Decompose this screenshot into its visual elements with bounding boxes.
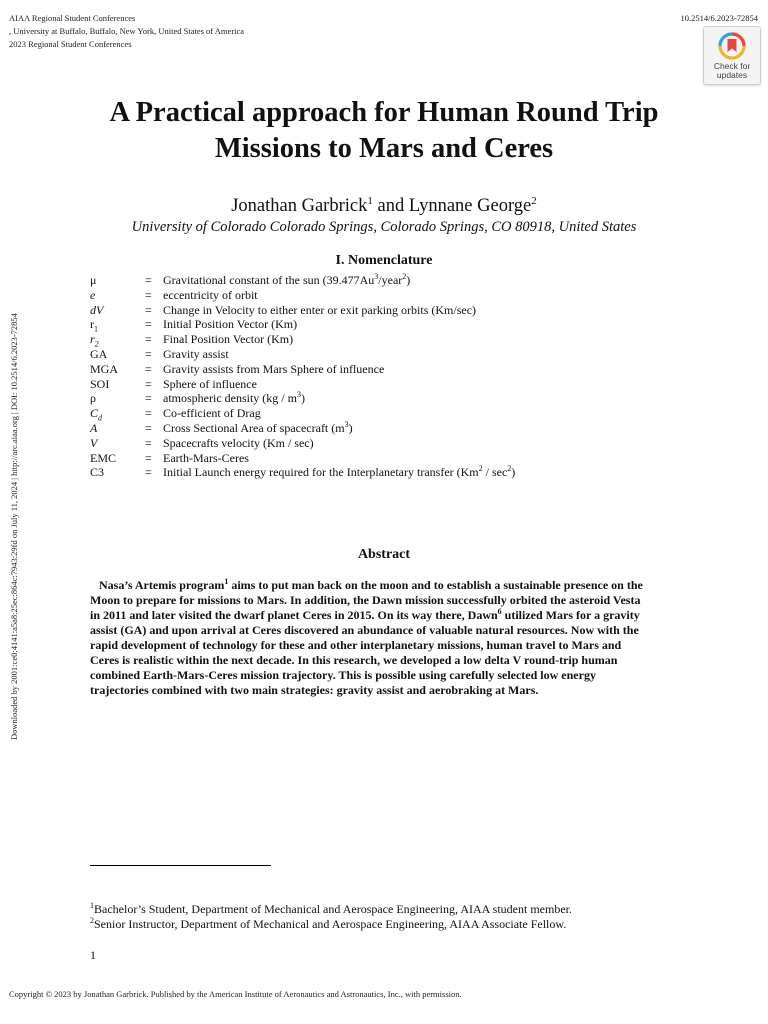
abstract-line: Moon to prepare for missions to Mars. In addition, the Dawn mission successfully orbited the asteroid Vesta [90,593,641,607]
equals-sign: = [145,287,152,302]
badge-line-2: updates [716,70,748,80]
nomenclature-symbol: SOI [90,376,110,391]
nomenclature-definition: Gravity assists from Mars Sphere of influence [163,361,385,376]
abstract-line: trajectories combined with two main strategies: gravity assist and aerobraking at Mars. [90,683,539,697]
abstract-line: assist (GA) and upon arrival at Ceres discovered an abundance of valuable natural resources. Now with the [90,623,639,637]
check-for-updates-button[interactable] [703,26,761,85]
nomenclature-definition: Initial Launch energy required for the Interplanetary transfer $(Km^2 / \sec^2)$ [163,464,516,480]
paper-title [60,95,708,167]
conference-location: , University at Buffalo, Buffalo, New York, United States of America [9,26,245,36]
equals-sign: = [145,273,152,287]
title-line-1: A Practical approach for Human Round Trip [109,97,659,128]
conference-name: AIAA Regional Student Conferences [9,13,136,23]
equals-sign: = [145,406,152,421]
nomenclature-symbol: V [90,435,98,450]
bookmark-ring-icon [717,31,747,61]
equals-sign: = [145,361,152,376]
nomenclature-definition: Initial Position Vector (Km) [163,317,298,332]
download-watermark: Downloaded by 2001:ce0:4141:a5a8:25ec:864c:7943:29fd on July 11, 2024 | http://arc.aiaa.org | DOI: 10.2514/6.2023-72854 [9,313,19,740]
nomenclature-symbol: GA [90,346,108,361]
abstract-line: rapid development of technology for these and other interplanetary missions, human travel to Mars and [90,638,622,652]
author-2: and Lynnane George [377,196,532,216]
badge-line-1: Check for [713,61,751,71]
nomenclature-definition: atmospheric density $(kg / m^3)$ [163,390,305,406]
footnote-2: $^2$Senior Instructor, Department of Mechanical and Aerospace Engineering, AIAA Associate Fellow. [90,916,567,931]
nomenclature-symbol: e [90,287,96,302]
equals-sign: = [145,420,152,435]
equals-sign: = [145,317,152,332]
equals-sign: = [145,376,152,391]
nomenclature-definition: Earth-Mars-Ceres [163,450,249,465]
abstract-body [90,578,674,698]
equals-sign: = [145,450,152,465]
nomenclature-definition: Gravity assist [163,346,229,361]
equals-sign: = [145,465,152,480]
nomenclature-definition: Sphere of influence [163,376,257,391]
nomenclature-symbol: $r_2$ [90,332,99,349]
nomenclature-definition: eccentricity of orbit [163,287,258,302]
nomenclature-heading: I. Nomenclature [335,253,433,268]
nomenclature-symbol: dV [90,302,104,317]
copyright-notice: Copyright © 2023 by Jonathan Garbrick. Published by the American Institute of Aeronautics and Astronautics, Inc., with permission. [9,989,462,999]
equals-sign: = [145,332,152,347]
author-1: Jonathan Garbrick [231,196,368,216]
abstract-heading: Abstract [357,547,411,562]
equals-sign: = [145,346,152,361]
equals-sign: = [145,391,152,406]
nomenclature-definition: Change in Velocity to either enter or exit parking orbits (Km/sec) [163,302,477,317]
author-line [0,196,768,217]
doi-label: 10.2514/6.2023-72854 [680,13,758,23]
title-line-2: Missions to Mars and Ceres [214,133,554,164]
conference-edition: 2023 Regional Student Conferences [9,39,132,49]
nomenclature-symbol: EMC [90,450,117,465]
nomenclature-symbol: A [90,420,98,435]
nomenclature-symbol: ρ [90,391,96,406]
abstract-line: Nasa’s Artemis program$^1$ aims to put man back on the moon and to establish a sustainable presence on the [99,577,643,592]
author-2-sup: 2 [531,194,537,207]
nomenclature-definition: Co-efficient of Drag [163,406,261,421]
nomenclature-symbol: $r_1$ [90,317,98,334]
equals-sign: = [145,435,152,450]
nomenclature-definition: Gravitational constant of the sun (39.477Au$^3$/year$^2$) [163,272,411,287]
nomenclature-definition: Spacecrafts velocity (Km / sec) [163,435,314,450]
abstract-line: in 2011 and later visited the dwarf planet Ceres in 2015. On its way there, Dawn$^6$ utilized Mars for a gravity [90,607,640,622]
author-1-sup: 1 [367,194,373,207]
nomenclature-definition: Cross Sectional Area of spacecraft $(m^3)$ [163,419,353,435]
affiliation: University of Colorado Colorado Springs, Colorado Springs, CO 80918, United States [131,219,637,235]
abstract-line: combined Earth-Mars-Ceres mission trajectory. This is possible using carefully selected low energy [90,668,596,682]
nomenclature-symbol: μ [90,273,97,287]
equals-sign: = [145,302,152,317]
nomenclature-symbol: MGA [90,361,119,376]
nomenclature-definition: Final Position Vector (Km) [163,332,294,347]
footnote-divider [90,865,271,866]
nomenclature-symbol: $C_d$ [90,406,103,423]
nomenclature-symbol: C3 [90,465,105,480]
footnote-1: $^1$Bachelor’s Student, Department of Mechanical and Aerospace Engineering, AIAA student member. [90,901,572,916]
page-number: 1 [90,948,96,962]
abstract-line: Ceres is realistic within the next decade. In this research, we developed a low delta V round-trip human [90,653,618,667]
